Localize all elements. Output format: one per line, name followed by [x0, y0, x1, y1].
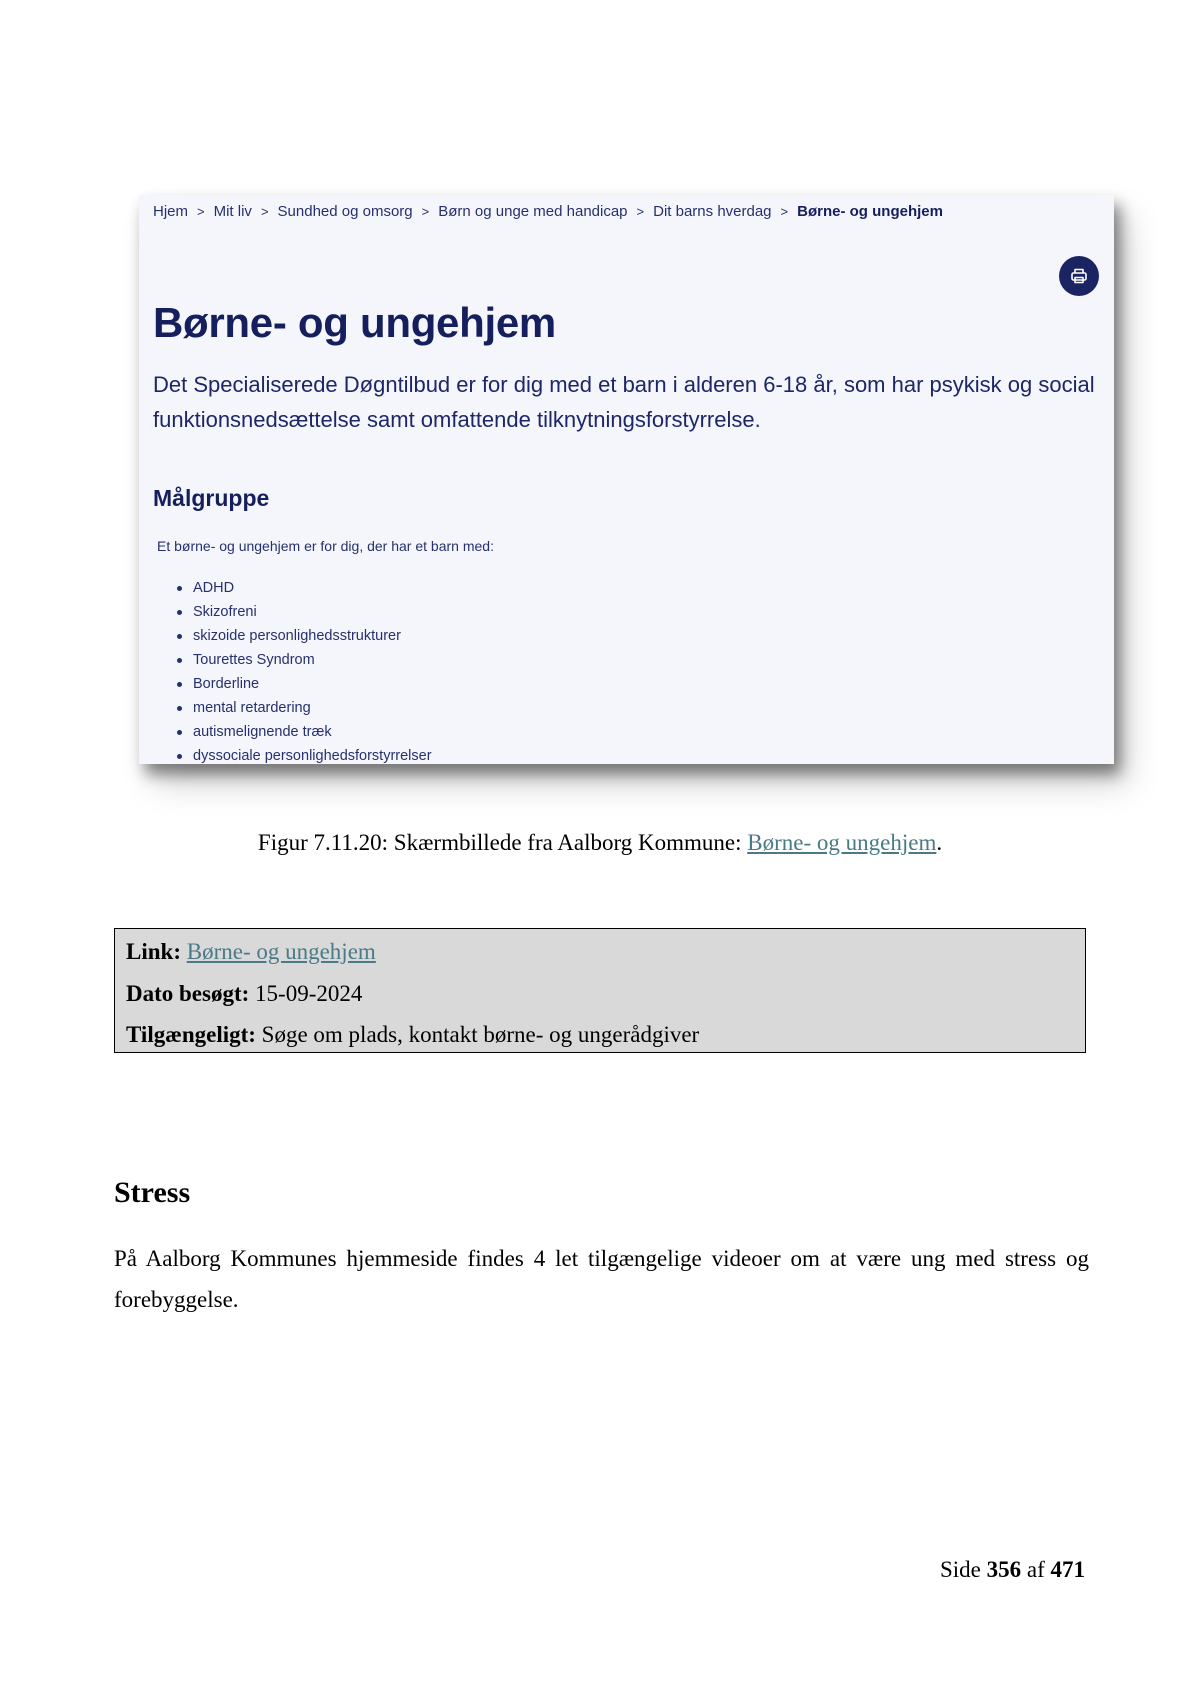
page-prefix: Side [939, 1557, 981, 1582]
section-heading-malgruppe: Målgruppe [153, 485, 270, 511]
caption-text: Figur 7.11.20: Skærmbillede fra Aalborg Kommune: [257, 830, 748, 855]
section-heading-stress: Stress [114, 1176, 191, 1209]
breadcrumb-current: Børne- og ungehjem [797, 203, 943, 220]
print-icon [1070, 267, 1088, 285]
breadcrumb-item-home[interactable]: Hjem [153, 203, 189, 220]
list-item: skizoide personlighedsstrukturer [175, 624, 432, 648]
caption-link[interactable]: Børne- og ungehjem [747, 830, 937, 855]
breadcrumb-item-mit-liv[interactable]: Mit liv [213, 203, 252, 220]
website-screenshot-figure [139, 195, 1114, 764]
page-middle: af [1026, 1557, 1045, 1582]
stress-paragraph: På Aalborg Kommunes hjemmeside findes 4 let tilgængelige videoer om at være ung med stress og forebyggelse. [114, 1246, 1089, 1312]
caption-end: . [936, 830, 943, 855]
page-total: 471 [1050, 1557, 1085, 1582]
page-current: 356 [986, 1557, 1022, 1582]
list-item: autismelignende træk [175, 720, 432, 744]
list-item: ADHD [175, 576, 432, 600]
breadcrumb [153, 203, 943, 220]
breadcrumb-separator: > [421, 204, 430, 219]
list-item: Tourettes Syndrom [175, 648, 432, 672]
info-date-value: 15-09-2024 [255, 980, 363, 1006]
info-date-row [126, 973, 1074, 1015]
page-title: Børne- og ungehjem [153, 299, 556, 346]
info-available-label: Tilgængeligt: [126, 1022, 256, 1047]
info-link-label: Link: [126, 939, 181, 964]
conditions-list [175, 576, 432, 764]
print-button[interactable] [1059, 256, 1099, 296]
breadcrumb-item-handicap[interactable]: Børn og unge med handicap [438, 203, 628, 220]
breadcrumb-separator: > [780, 204, 789, 219]
breadcrumb-separator: > [636, 204, 645, 219]
intro-text: Et børne- og ungehjem er for dig, der har et barn med: [157, 538, 494, 554]
list-item: Skizofreni [175, 600, 432, 624]
figure-caption [0, 830, 1200, 856]
list-item: mental retardering [175, 696, 432, 720]
breadcrumb-item-sundhed[interactable]: Sundhed og omsorg [277, 203, 413, 220]
info-link[interactable]: Børne- og ungehjem [186, 939, 376, 964]
info-available-value: Søge om plads, kontakt børne- og ungerådgiver [261, 1022, 700, 1047]
info-date-label: Dato besøgt: [126, 980, 250, 1006]
list-item: dyssociale personlighedsforstyrrelser [175, 744, 432, 764]
page-number [940, 1557, 1085, 1583]
info-available-row [126, 1014, 1074, 1056]
list-item: Borderline [175, 672, 432, 696]
info-link-row [126, 931, 1074, 973]
breadcrumb-separator: > [197, 204, 205, 219]
breadcrumb-separator: > [260, 204, 269, 219]
lead-paragraph: Det Specialiserede Døgntilbud er for dig med et barn i alderen 6-18 år, som har psykisk og social funktionsnedsættelse samt omfattende tilknytningsforstyrrelse. [153, 372, 1095, 432]
info-box [114, 928, 1086, 1053]
breadcrumb-item-hverdag[interactable]: Dit barns hverdag [653, 203, 772, 220]
